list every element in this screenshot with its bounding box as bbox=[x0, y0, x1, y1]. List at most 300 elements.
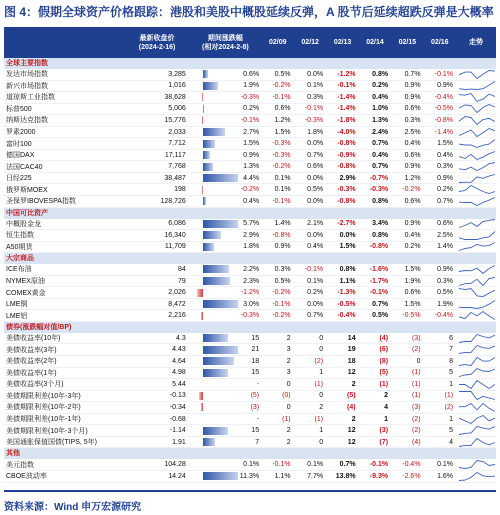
period-change: 1.5% bbox=[243, 140, 260, 148]
period-change: 0.1% bbox=[243, 461, 260, 469]
change-bar-cell bbox=[189, 92, 238, 102]
daily-change: 3 bbox=[286, 369, 291, 377]
period-change: 1.8% bbox=[243, 243, 260, 251]
asset-name: CBOE波动率 bbox=[6, 473, 47, 481]
daily-change: 0.0% bbox=[307, 300, 324, 308]
period-change: 0.9% bbox=[243, 151, 260, 159]
period-change: 1.9% bbox=[243, 82, 260, 90]
table-row bbox=[4, 310, 496, 322]
daily-change: 0.5% bbox=[307, 186, 324, 194]
trend-line bbox=[459, 289, 495, 297]
asset-name: 纳斯达克指数 bbox=[6, 117, 48, 125]
period-change: 11.3% bbox=[239, 472, 260, 480]
close-value: 4.43 bbox=[172, 346, 186, 354]
daily-change: -1.4% bbox=[434, 128, 454, 136]
trend-line bbox=[459, 197, 495, 205]
daily-change: 0.5% bbox=[274, 70, 291, 78]
daily-change: -0.2% bbox=[272, 289, 291, 297]
asset-name: 美债收益率(10年) bbox=[6, 335, 61, 343]
daily-change: (2) bbox=[314, 357, 324, 365]
table-row bbox=[4, 127, 496, 139]
period-change: - bbox=[256, 380, 260, 388]
table-row bbox=[4, 287, 496, 299]
close-value: 4.64 bbox=[172, 357, 186, 365]
daily-change: -0.2% bbox=[402, 186, 421, 194]
daily-change: 18 bbox=[347, 357, 356, 365]
daily-change: (8) bbox=[379, 357, 389, 365]
daily-change: (4) bbox=[412, 438, 421, 446]
trend-sparkline bbox=[456, 459, 496, 470]
trend-line bbox=[459, 220, 495, 228]
daily-change: 0.5% bbox=[274, 277, 291, 285]
table-row bbox=[4, 368, 496, 380]
daily-change: 2.1% bbox=[307, 220, 324, 228]
daily-change: 0.9% bbox=[404, 163, 421, 171]
daily-change: 0.9% bbox=[274, 243, 291, 251]
period-change: -0.1% bbox=[240, 116, 260, 124]
daily-change: 0.6% bbox=[437, 220, 454, 228]
daily-change: 12 bbox=[347, 369, 356, 377]
daily-change: -0.8% bbox=[337, 140, 356, 148]
daily-change: -0.1% bbox=[272, 197, 291, 205]
trend-sparkline bbox=[456, 402, 496, 413]
header-period: 期间涨跌幅 (相对2024-2-8) bbox=[202, 34, 249, 51]
trend-sparkline bbox=[456, 127, 496, 138]
daily-change: 0.1% bbox=[274, 174, 291, 182]
asset-name: 美债期限利差(10年-2年) bbox=[6, 404, 81, 412]
daily-change: (1) bbox=[412, 380, 421, 388]
trend-sparkline bbox=[456, 241, 496, 252]
asset-name: ICE布油 bbox=[6, 266, 32, 274]
change-bar-cell bbox=[189, 81, 238, 91]
daily-change: 1.4% bbox=[274, 220, 291, 228]
period-change: 15 bbox=[251, 334, 260, 342]
trend-line bbox=[459, 277, 495, 285]
table-row bbox=[4, 92, 496, 104]
daily-change: 0 bbox=[286, 380, 291, 388]
asset-name: LME铝 bbox=[6, 312, 28, 320]
change-bar bbox=[203, 220, 238, 228]
daily-change: 2 bbox=[286, 438, 291, 446]
daily-change: 7 bbox=[449, 346, 454, 354]
asset-name: 法国CAC40 bbox=[6, 163, 43, 171]
table-row bbox=[4, 391, 496, 403]
daily-change: 0.0% bbox=[339, 231, 356, 239]
change-bar-cell bbox=[189, 288, 238, 298]
asset-price-table bbox=[4, 27, 496, 483]
daily-change: 0 bbox=[286, 403, 291, 411]
daily-change: -0.1% bbox=[304, 265, 324, 273]
table-header bbox=[4, 27, 496, 58]
daily-change: -0.8% bbox=[434, 116, 454, 124]
table-body bbox=[4, 58, 496, 483]
close-value: 38,628 bbox=[164, 93, 186, 101]
trend-sparkline bbox=[456, 264, 496, 275]
trend-sparkline bbox=[456, 367, 496, 378]
header-date-3: 02/14 bbox=[366, 39, 384, 46]
asset-name: 美国通胀保值国债(TIPS, 5年) bbox=[6, 439, 98, 447]
period-change: -0.3% bbox=[240, 93, 260, 101]
change-bar bbox=[201, 403, 203, 411]
daily-change: (1) bbox=[412, 392, 421, 400]
trend-sparkline bbox=[456, 287, 496, 298]
close-value: 5,006 bbox=[168, 105, 186, 113]
daily-change: (5) bbox=[347, 392, 356, 400]
close-value: 15,776 bbox=[164, 116, 186, 124]
asset-name: 日经225 bbox=[6, 175, 32, 183]
change-bar bbox=[203, 346, 238, 354]
change-bar bbox=[202, 186, 203, 194]
daily-change: 0.5% bbox=[372, 312, 389, 320]
change-bar bbox=[203, 140, 215, 148]
change-bar-cell bbox=[189, 162, 238, 172]
daily-change: 0.0% bbox=[307, 70, 324, 78]
daily-change: -0.8% bbox=[337, 163, 356, 171]
table-row bbox=[4, 138, 496, 150]
change-bar bbox=[203, 265, 229, 273]
daily-change: 1.2% bbox=[404, 174, 421, 182]
section-header: 债券(涨跌幅对值/BP) bbox=[4, 322, 496, 333]
trend-line bbox=[459, 116, 495, 124]
close-value: 2,026 bbox=[168, 289, 186, 297]
table-row bbox=[4, 414, 496, 426]
daily-change: 1 bbox=[319, 369, 324, 377]
table-row bbox=[4, 264, 496, 276]
table-row bbox=[4, 150, 496, 162]
daily-change: (2) bbox=[412, 427, 421, 435]
daily-change: 0.0% bbox=[307, 140, 324, 148]
close-value: -1.14 bbox=[169, 427, 186, 435]
change-bar bbox=[199, 392, 202, 400]
daily-change: -0.1% bbox=[337, 82, 356, 90]
close-value: 1.91 bbox=[172, 438, 186, 446]
daily-change: 0.7% bbox=[307, 312, 324, 320]
period-change: -0.2% bbox=[240, 186, 260, 194]
daily-change: 0.9% bbox=[437, 174, 454, 182]
table-row bbox=[4, 81, 496, 93]
table-row bbox=[4, 471, 496, 483]
daily-change: (1) bbox=[314, 415, 324, 423]
section-header: 全球主要指数 bbox=[4, 58, 496, 69]
change-bar-cell bbox=[189, 219, 238, 229]
period-change: 4.4% bbox=[243, 174, 260, 182]
asset-name: LME铜 bbox=[6, 301, 28, 309]
trend-line bbox=[459, 415, 495, 423]
daily-change: (6) bbox=[379, 346, 389, 354]
daily-change: (1) bbox=[412, 369, 421, 377]
change-bar-cell bbox=[189, 299, 238, 309]
change-bar bbox=[203, 243, 214, 251]
period-change: (3) bbox=[250, 403, 260, 411]
daily-change: -0.1% bbox=[272, 93, 291, 101]
daily-change: -4.0% bbox=[337, 128, 356, 136]
daily-change: 1.3% bbox=[372, 116, 389, 124]
change-bar bbox=[203, 151, 210, 159]
change-bar-cell bbox=[189, 69, 238, 79]
trend-line bbox=[459, 186, 495, 194]
table-row bbox=[4, 184, 496, 196]
trend-line bbox=[459, 93, 495, 101]
asset-name: 道琼斯工业指数 bbox=[6, 94, 55, 102]
change-bar bbox=[203, 163, 214, 171]
change-bar-cell bbox=[189, 437, 238, 447]
daily-change: 2.9% bbox=[339, 174, 356, 182]
table-row bbox=[4, 173, 496, 185]
daily-change: 0.0% bbox=[307, 231, 324, 239]
change-bar-cell bbox=[189, 356, 238, 366]
close-value: 128,726 bbox=[160, 197, 186, 205]
change-bar bbox=[203, 277, 231, 285]
daily-change: 14 bbox=[347, 334, 356, 342]
period-change: 0.4% bbox=[243, 197, 260, 205]
trend-sparkline bbox=[456, 333, 496, 344]
daily-change: -0.4% bbox=[337, 312, 356, 320]
trend-sparkline bbox=[456, 414, 496, 425]
trend-line bbox=[459, 265, 495, 273]
close-value: 198 bbox=[174, 186, 186, 194]
daily-change: -0.1% bbox=[369, 461, 389, 469]
daily-change: -0.3% bbox=[272, 151, 291, 159]
daily-change: -0.5% bbox=[337, 300, 356, 308]
daily-change: -0.8% bbox=[369, 243, 389, 251]
daily-change: 3.4% bbox=[372, 220, 389, 228]
close-value: 1,016 bbox=[168, 82, 186, 90]
trend-sparkline bbox=[456, 344, 496, 355]
close-value: 16,340 bbox=[164, 231, 186, 239]
trend-sparkline bbox=[456, 390, 496, 401]
asset-name: 恒生指数 bbox=[6, 232, 34, 240]
daily-change: -0.5% bbox=[434, 105, 454, 113]
asset-name: 标普500 bbox=[6, 105, 32, 113]
daily-change: -0.4% bbox=[434, 312, 454, 320]
daily-change: 0.1% bbox=[307, 461, 324, 469]
daily-change: 1.1% bbox=[339, 277, 356, 285]
close-value: 8,472 bbox=[168, 300, 186, 308]
trend-line bbox=[459, 82, 495, 90]
table-row bbox=[4, 276, 496, 288]
daily-change: 1.9% bbox=[437, 300, 454, 308]
daily-change: -0.8% bbox=[337, 197, 356, 205]
daily-change: 0.2% bbox=[307, 289, 324, 297]
period-change: 3.0% bbox=[243, 300, 260, 308]
trend-line bbox=[459, 151, 495, 159]
daily-change: 12 bbox=[347, 427, 356, 435]
daily-change: 5 bbox=[449, 369, 454, 377]
daily-change: 0.8% bbox=[372, 231, 389, 239]
daily-change: 1.1% bbox=[274, 472, 291, 480]
period-change: 15 bbox=[251, 427, 260, 435]
period-change: 0.2% bbox=[243, 105, 260, 113]
daily-change: -9.3% bbox=[369, 472, 389, 480]
daily-change: 12 bbox=[347, 438, 356, 446]
close-value: 7,768 bbox=[168, 163, 186, 171]
daily-change: 5 bbox=[449, 427, 454, 435]
daily-change: 0.1% bbox=[307, 277, 324, 285]
change-bar-cell bbox=[189, 185, 238, 195]
asset-name: 美债收益率(1年) bbox=[6, 369, 57, 377]
daily-change: (4) bbox=[379, 334, 389, 342]
asset-name: 美债收益率(3个月) bbox=[6, 381, 64, 389]
daily-change: 4 bbox=[449, 438, 454, 446]
trend-sparkline bbox=[456, 276, 496, 287]
asset-name: COMEX黄金 bbox=[6, 289, 46, 297]
trend-sparkline bbox=[456, 379, 496, 390]
trend-sparkline bbox=[456, 138, 496, 149]
daily-change: (4) bbox=[347, 403, 356, 411]
header-date-5: 02/16 bbox=[431, 39, 449, 46]
header-close: 最新收盘价 (2024-2-16) bbox=[138, 34, 176, 51]
daily-change: -0.1% bbox=[272, 300, 291, 308]
daily-change: -0.1% bbox=[369, 289, 389, 297]
daily-change: 1 bbox=[319, 427, 324, 435]
period-change: 21 bbox=[251, 346, 260, 354]
daily-change: 0.3% bbox=[437, 277, 454, 285]
trend-sparkline bbox=[456, 69, 496, 80]
close-value: -0.13 bbox=[169, 392, 186, 400]
daily-change: 0.9% bbox=[437, 82, 454, 90]
daily-change: 0 bbox=[319, 438, 324, 446]
period-change: -0.3% bbox=[240, 312, 260, 320]
daily-change: 0.7% bbox=[307, 151, 324, 159]
trend-sparkline bbox=[456, 356, 496, 367]
daily-change: (2) bbox=[444, 403, 454, 411]
close-value: 3,285 bbox=[168, 70, 186, 78]
header-name bbox=[4, 27, 128, 58]
close-value: 5.44 bbox=[172, 380, 186, 388]
trend-line bbox=[459, 392, 495, 400]
table-row bbox=[4, 104, 496, 116]
close-value: 14.24 bbox=[168, 472, 186, 480]
close-value: 7,712 bbox=[168, 140, 186, 148]
trend-sparkline bbox=[456, 437, 496, 448]
daily-change: 0.9% bbox=[404, 220, 421, 228]
daily-change: 2.4% bbox=[372, 128, 389, 136]
daily-change: (1) bbox=[444, 392, 454, 400]
trend-line bbox=[459, 163, 495, 171]
daily-change: 1.5% bbox=[437, 140, 454, 148]
change-bar bbox=[201, 312, 202, 320]
header-date-2: 02/13 bbox=[333, 39, 352, 46]
period-change: 2.2% bbox=[243, 265, 260, 273]
daily-change: 0 bbox=[416, 357, 421, 365]
daily-change: 2.5% bbox=[404, 128, 421, 136]
trend-sparkline bbox=[456, 196, 496, 207]
daily-change: 0.4% bbox=[404, 140, 421, 148]
change-bar bbox=[202, 93, 203, 101]
trend-sparkline bbox=[456, 230, 496, 241]
daily-change: 0.9% bbox=[437, 265, 454, 273]
daily-change: 0.1% bbox=[307, 82, 324, 90]
change-bar-cell bbox=[189, 345, 238, 355]
daily-change: 1.4% bbox=[437, 243, 454, 251]
daily-change: (7) bbox=[379, 438, 389, 446]
asset-name: 美债期限利差(10年-3年) bbox=[6, 392, 81, 400]
asset-name: 美元指数 bbox=[6, 461, 34, 469]
daily-change: 0.7% bbox=[339, 461, 356, 469]
daily-change: 0.1% bbox=[274, 186, 291, 194]
change-bar-cell bbox=[189, 150, 238, 160]
daily-change: 0.3% bbox=[404, 116, 421, 124]
trend-line bbox=[459, 404, 495, 412]
asset-name: 罗素2000 bbox=[6, 129, 36, 136]
asset-name: 发达市场指数 bbox=[6, 71, 48, 79]
change-bar-cell bbox=[189, 196, 238, 206]
trend-line bbox=[459, 472, 495, 480]
asset-name: NYMEX原油 bbox=[6, 278, 45, 286]
close-value: 4.3 bbox=[176, 334, 186, 342]
table-row bbox=[4, 379, 496, 391]
change-bar-cell bbox=[189, 460, 238, 470]
change-bar bbox=[203, 300, 238, 308]
daily-change: 0.3% bbox=[437, 163, 454, 171]
trend-line bbox=[459, 438, 495, 446]
asset-name: 美债期限利差(10年-1年) bbox=[6, 416, 81, 424]
table-row bbox=[4, 437, 496, 449]
change-bar-cell bbox=[189, 139, 238, 149]
daily-change: -0.9% bbox=[337, 151, 356, 159]
daily-change: 1 bbox=[449, 415, 454, 423]
trend-line bbox=[459, 334, 495, 342]
table-row bbox=[4, 161, 496, 173]
table-row bbox=[4, 115, 496, 127]
header-date-0: 02/09 bbox=[269, 39, 287, 46]
trend-line bbox=[459, 231, 495, 239]
change-bar bbox=[203, 334, 229, 342]
header-date-1: 02/12 bbox=[301, 39, 319, 46]
daily-change: 0.1% bbox=[437, 461, 454, 469]
daily-change: -0.1% bbox=[434, 70, 454, 78]
trend-sparkline bbox=[456, 299, 496, 310]
trend-line bbox=[459, 461, 495, 469]
trend-sparkline bbox=[456, 184, 496, 195]
asset-name: 圣保罗IBOVESPA指数 bbox=[6, 198, 76, 206]
daily-change: -2.7% bbox=[337, 220, 356, 228]
trend-sparkline bbox=[456, 80, 496, 91]
daily-change: -0.4% bbox=[402, 461, 421, 469]
daily-change: 2 bbox=[351, 380, 356, 388]
table-row bbox=[4, 344, 496, 356]
daily-change: (3) bbox=[412, 334, 421, 342]
daily-change: -1.4% bbox=[337, 93, 356, 101]
change-bar-cell bbox=[189, 264, 238, 274]
daily-change: -1.4% bbox=[337, 105, 356, 113]
trend-sparkline bbox=[456, 471, 496, 482]
change-bar-cell bbox=[189, 414, 238, 424]
trend-line bbox=[459, 380, 495, 388]
daily-change: (1) bbox=[379, 380, 389, 388]
daily-change: 0.8% bbox=[372, 197, 389, 205]
close-value: 2,033 bbox=[168, 128, 186, 136]
change-bar-cell bbox=[189, 127, 238, 137]
table-row bbox=[4, 425, 496, 437]
table-row bbox=[4, 299, 496, 311]
daily-change: -0.3% bbox=[272, 140, 291, 148]
change-bar-cell bbox=[189, 368, 238, 378]
daily-change: 0 bbox=[319, 346, 324, 354]
asset-name: 德国DAX bbox=[6, 152, 35, 160]
period-change: - bbox=[256, 415, 260, 423]
trend-line bbox=[459, 128, 495, 136]
daily-change: 0.9% bbox=[404, 93, 421, 101]
daily-change: 0.7% bbox=[404, 70, 421, 78]
daily-change: 1.5% bbox=[339, 243, 356, 251]
daily-change: 0.4% bbox=[372, 93, 389, 101]
daily-change: 2.5% bbox=[437, 231, 454, 239]
change-bar-cell bbox=[189, 333, 238, 343]
daily-change: 0.3% bbox=[274, 265, 291, 273]
daily-change: (3) bbox=[412, 403, 421, 411]
section-header: 大宗商品 bbox=[4, 253, 496, 264]
